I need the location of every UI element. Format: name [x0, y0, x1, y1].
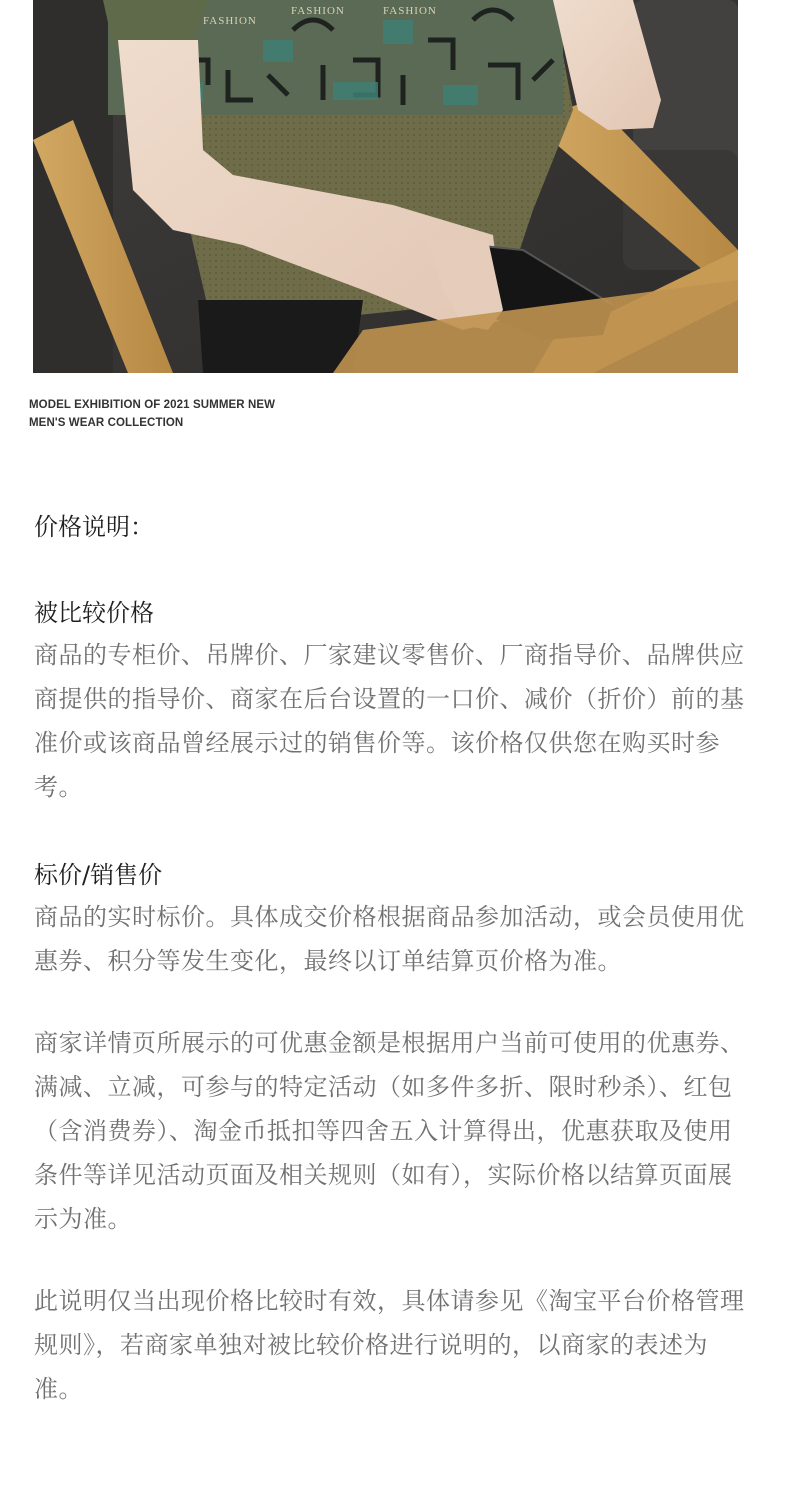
shirt-block [333, 82, 378, 100]
shirt-block [443, 85, 478, 105]
trousers [198, 300, 363, 373]
shirt-block [263, 40, 293, 62]
caption-line-1: MODEL EXHIBITION OF 2021 SUMMER NEW [29, 399, 276, 411]
discount-amount-paragraph: 商家详情页所展示的可优惠金额是根据用户当前可使用的优惠券、满减、立减，可参与的特定活动（如多件多折、限时秒杀）、红包（含消费券）、淘金币抵扣等四舍五入计算得出，优惠获取及使用条件等详见活动页面及相关规则（如有），实际价格以结算页面展示为准。 [34, 1029, 745, 1233]
listed-price-description: 商品的实时标价。具体成交价格根据商品参加活动，或会员使用优惠券、积分等发生变化，最终以订单结算页价格为准。 [34, 903, 745, 975]
listed-price-section [34, 855, 754, 983]
compared-price-description: 商品的专柜价、吊牌价、厂家建议零售价、厂商指导价、品牌供应商提供的指导价、商家在后台设置的一口价、减价（折价）前的基准价或该商品曾经展示过的销售价等。该价格仅供您在购买时参考。 [34, 641, 745, 801]
price-explanation-title: 价格说明： [34, 513, 154, 541]
photo-caption [29, 396, 329, 432]
listed-price-heading: 标价/销售价 [34, 861, 163, 889]
shirt-text-1: FASHION [203, 15, 257, 27]
shirt-block [383, 20, 413, 44]
validity-note-paragraph: 此说明仅当出现价格比较时有效，具体请参见《淘宝平台价格管理规则》，若商家单独对被比较价格进行说明的，以商家的表述为准。 [34, 1287, 745, 1403]
compared-price-section [34, 593, 754, 809]
shirt-sleeve [103, 0, 208, 45]
compared-price-heading: 被比较价格 [34, 599, 154, 627]
shirt-text-2: FASHION [291, 5, 345, 17]
product-photo [33, 0, 738, 373]
shirt-text-3: FASHION [383, 5, 437, 17]
product-photo-illustration [33, 0, 738, 373]
price-explanation [34, 507, 754, 1411]
caption-line-2: MEN'S WEAR COLLECTION [29, 417, 184, 429]
